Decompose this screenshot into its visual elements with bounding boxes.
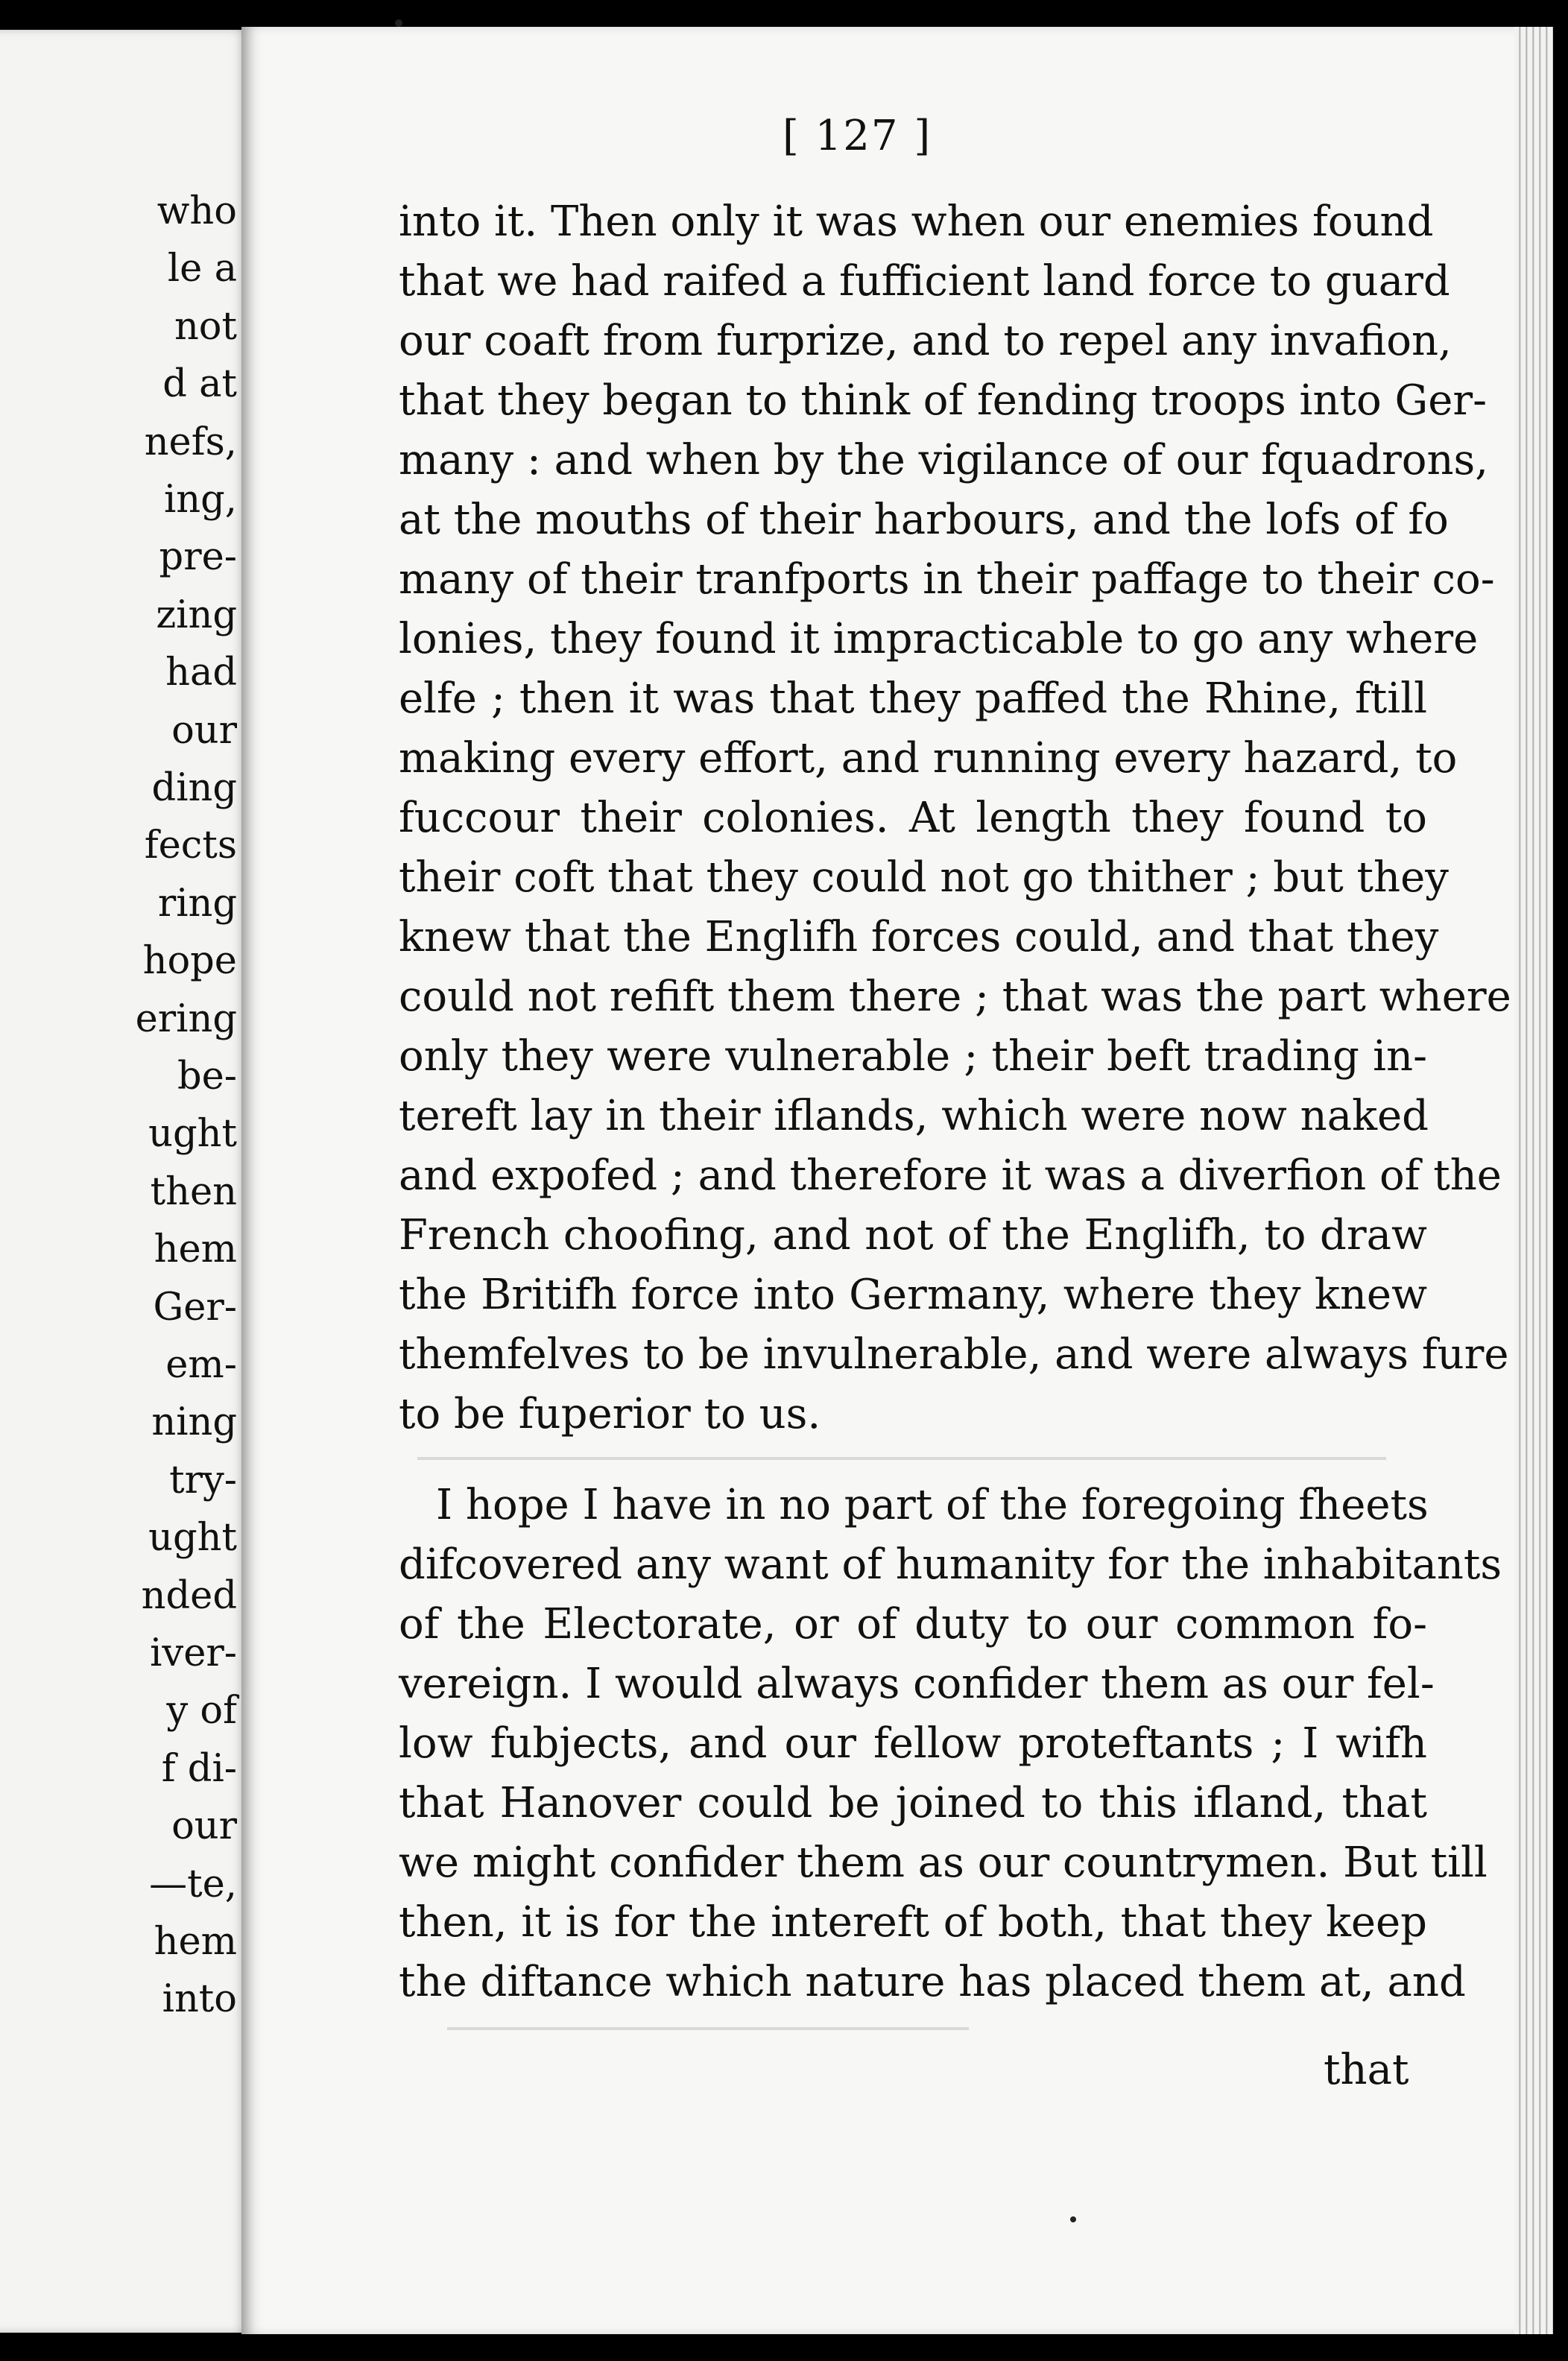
left-page-fragment: had: [165, 651, 237, 695]
left-page-fragment: ering: [135, 996, 237, 1041]
left-page-fragment: be-: [177, 1055, 237, 1099]
text-line: and expofed ; and therefore it was a diverfion of the: [399, 1151, 1502, 1200]
text-line: the Britifh force into Germany, where they knew: [399, 1271, 1427, 1319]
left-page-fragment: hem: [154, 1920, 237, 1964]
left-page-fragment: not: [174, 304, 237, 349]
left-page-fragment: nded: [141, 1573, 237, 1618]
text-line: we might confider them as our countrymen. But till: [399, 1839, 1488, 1887]
left-page-fragment: d at: [162, 362, 237, 407]
text-line: themfelves to be invulnerable, and were always fure: [399, 1330, 1509, 1379]
text-line: their coft that they could not go thither ; but they: [399, 853, 1449, 902]
catchword: that: [1324, 2046, 1409, 2094]
left-page-fragment: our: [171, 1804, 237, 1849]
left-page-fragment: Ger-: [153, 1285, 237, 1330]
text-line: our coaft from furprize, and to repel any invafion,: [399, 317, 1452, 365]
text-line: the diftance which nature has placed them at, and: [399, 1958, 1466, 2006]
text-line: that they began to think of fending troops into Ger-: [399, 376, 1488, 425]
left-page-fragment: fects: [144, 824, 237, 868]
left-page-fragment: nefs,: [144, 420, 237, 464]
ink-speck: [1070, 2216, 1076, 2222]
text-line: French choofing, and not of the Englifh, to draw: [399, 1211, 1427, 1259]
text-line: tereft lay in their iflands, which were now naked: [399, 1092, 1429, 1140]
left-page-fragment: then: [150, 1169, 237, 1214]
left-page-fragment: ning: [151, 1400, 237, 1445]
text-line: vereign. I would always confider them as our fel-: [399, 1660, 1435, 1708]
text-line: low fubjects, and our fellow proteftants ; I wifh: [399, 1719, 1427, 1768]
ink-speck: [395, 19, 402, 27]
left-page-fragment: ught: [148, 1112, 237, 1157]
left-page-fragment: into: [162, 1977, 237, 2022]
left-page-fragment: our: [171, 708, 237, 753]
text-line: fuccour their colonies. At length they found to: [399, 794, 1427, 842]
show-through-mark: [447, 2027, 969, 2030]
text-line: into it. Then only it was when our enemies found: [399, 197, 1434, 246]
page-number: [ 127 ]: [783, 112, 932, 160]
left-page-fragment: ing,: [163, 478, 237, 522]
text-line: making every effort, and running every hazard, to: [399, 734, 1458, 783]
text-line: many : and when by the vigilance of our fquadrons,: [399, 436, 1489, 484]
left-page-fragment: y of: [166, 1689, 237, 1733]
text-line: could not refift them there ; that was the part where: [399, 973, 1511, 1021]
text-line: that we had raifed a fufficient land force to guard: [399, 257, 1450, 306]
show-through-mark: [417, 1457, 1386, 1460]
text-line: that Hanover could be joined to this ifland, that: [399, 1779, 1427, 1827]
left-page-fragment: f di-: [161, 1746, 237, 1791]
text-line: at the mouths of their harbours, and the lofs of fo: [399, 496, 1449, 544]
left-page-fragment: le a: [167, 247, 237, 291]
left-page-fragment: em-: [165, 1343, 237, 1387]
page-edges: [1514, 27, 1553, 2334]
left-page-fragment: try-: [169, 1458, 237, 1502]
left-page-fragment: who: [157, 189, 237, 233]
left-page-fragment: —te,: [149, 1862, 237, 1906]
text-line: difcovered any want of humanity for the inhabitants: [399, 1540, 1502, 1589]
text-line: to be fuperior to us.: [399, 1390, 821, 1438]
text-line: lonies, they found it impracticable to go any where: [399, 615, 1479, 663]
left-page-fragment: ring: [157, 881, 237, 926]
text-line: of the Electorate, or of duty to our common fo-: [399, 1600, 1427, 1649]
left-page-fragment: hem: [154, 1227, 237, 1272]
text-line: knew that the Englifh forces could, and that they: [399, 913, 1439, 961]
left-page-fragment: zing: [156, 592, 237, 637]
left-page-fragment: hope: [142, 939, 237, 984]
left-page-fragment: ding: [151, 766, 237, 810]
text-line: many of their tranfports in their paffage to their co-: [399, 555, 1495, 604]
text-line: I hope I have in no part of the foregoing fheets: [436, 1481, 1429, 1529]
text-line: then, it is for the intereft of both, that they keep: [399, 1898, 1427, 1947]
text-line: elfe ; then it was that they paffed the Rhine, ftill: [399, 674, 1427, 723]
left-page-fragment: ught: [148, 1516, 237, 1561]
text-line: only they were vulnerable ; their beft trading in-: [399, 1032, 1427, 1081]
left-page-fragment: iver-: [150, 1631, 237, 1675]
left-page-fragment: pre-: [159, 535, 237, 580]
left-page: [0, 30, 250, 2333]
